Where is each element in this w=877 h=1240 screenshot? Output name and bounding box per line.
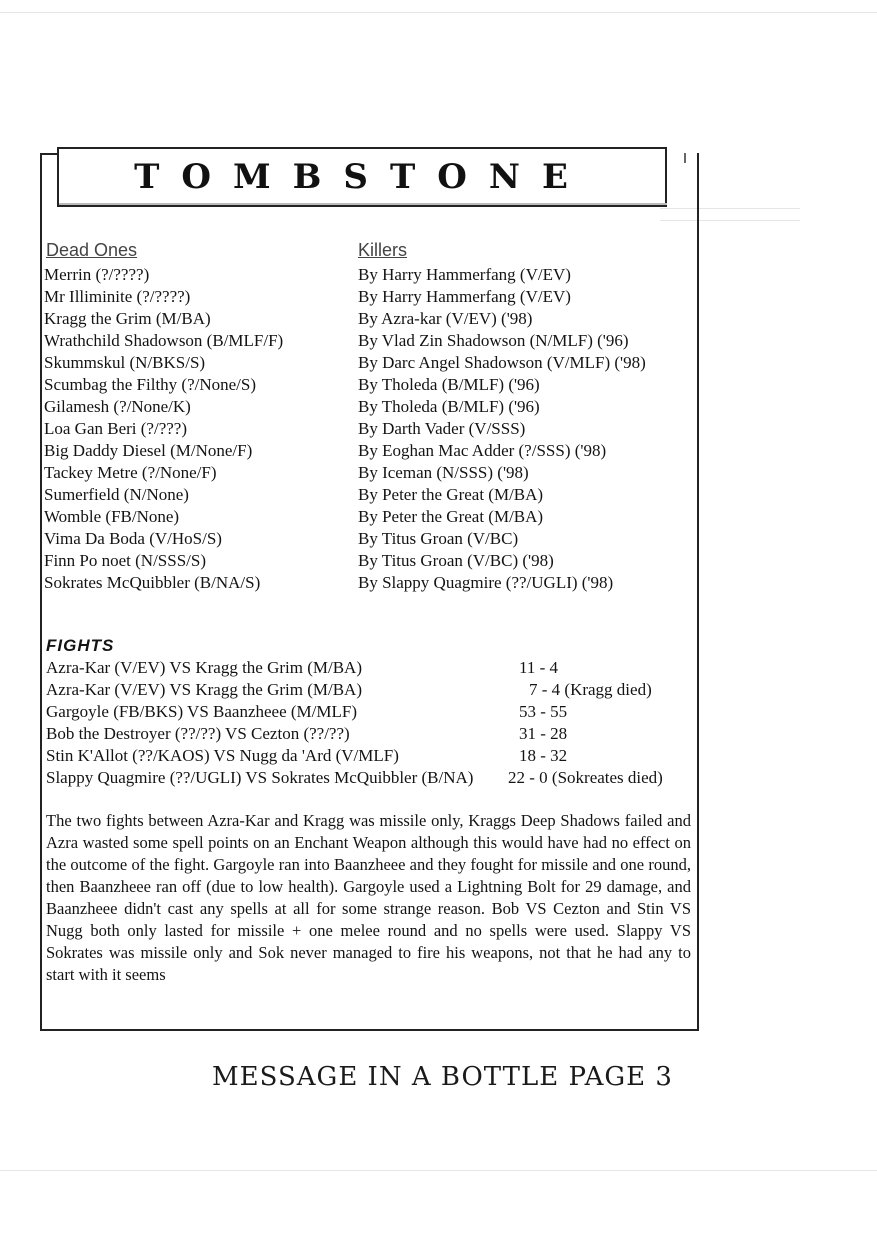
fight-score: 18 - 32 bbox=[519, 746, 568, 765]
fight-score: 11 - 4 bbox=[519, 658, 559, 677]
killer-item: By Titus Groan (V/BC) bbox=[358, 529, 519, 548]
killer-item: By Tholeda (B/MLF) ('96) bbox=[358, 397, 540, 416]
killer-item: By Harry Hammerfang (V/EV) bbox=[358, 287, 571, 306]
dead-one-item: Sokrates McQuibbler (B/NA/S) bbox=[44, 573, 261, 592]
dead-one-item: Big Daddy Diesel (M/None/F) bbox=[44, 441, 253, 460]
dead-one-item: Tackey Metre (?/None/F) bbox=[44, 463, 217, 482]
killer-item: By Slappy Quagmire (??/UGLI) ('98) bbox=[358, 573, 614, 592]
frame-top-edge bbox=[40, 153, 58, 155]
fight-match: Gargoyle (FB/BKS) VS Baanzheee (M/MLF) bbox=[46, 702, 358, 721]
dead-one-item: Vima Da Boda (V/HoS/S) bbox=[44, 529, 222, 548]
killer-item: By Eoghan Mac Adder (?/SSS) ('98) bbox=[358, 441, 607, 460]
killer-item: By Darc Angel Shadowson (V/MLF) ('98) bbox=[358, 353, 646, 372]
killer-item: By Harry Hammerfang (V/EV) bbox=[358, 265, 571, 284]
killer-item: By Iceman (N/SSS) ('98) bbox=[358, 463, 529, 482]
dead-one-item: Scumbag the Filthy (?/None/S) bbox=[44, 375, 257, 394]
dead-one-item: Sumerfield (N/None) bbox=[44, 485, 189, 504]
fight-match: Bob the Destroyer (??/??) VS Cezton (??/??) bbox=[46, 724, 350, 743]
dead-one-item: Mr Illiminite (?/????) bbox=[44, 287, 191, 306]
dead-ones-list bbox=[44, 264, 283, 594]
fight-match: Stin K'Allot (??/KAOS) VS Nugg da 'Ard (V/MLF) bbox=[46, 746, 399, 765]
title-box bbox=[57, 147, 667, 207]
scan-line bbox=[0, 1170, 877, 1171]
killer-item: By Vlad Zin Shadowson (N/MLF) ('96) bbox=[358, 331, 629, 350]
fight-score: 7 - 4 (Kragg died) bbox=[529, 680, 652, 699]
dead-one-item: Loa Gan Beri (?/???) bbox=[44, 419, 187, 438]
scan-line bbox=[0, 12, 877, 13]
killer-item: By Tholeda (B/MLF) ('96) bbox=[358, 375, 540, 394]
dead-ones-header: Dead Ones bbox=[46, 240, 138, 260]
dead-one-item: Merrin (?/????) bbox=[44, 265, 150, 284]
fight-summary-paragraph: The two fights between Azra-Kar and Kragg was missile only, Kraggs Deep Shadows failed and Azra wasted some spell points on an Enchant Weapon although this would have had no effect on the outcome of the fight. Gargoyle ran into Baanzheee and they fought for missile and one round, then Baanzheee ran off (due to low health). Gargoyle used a Lightning Bolt for 29 damage, and Baanzheee didn't cast any spells at all for some strange reason. Bob VS Cezton and Stin VS Nugg both only lasted for missile + one melee round and no spells were used. Slappy VS Sokrates was missile only and Sok never managed to fire his weapons, not that he had any to start with it seems bbox=[46, 811, 691, 984]
killers-list bbox=[358, 264, 646, 594]
killer-item: By Peter the Great (M/BA) bbox=[358, 507, 544, 526]
fight-match: Slappy Quagmire (??/UGLI) VS Sokrates McQuibbler (B/NA) bbox=[46, 768, 474, 787]
fights-heading: FIGHTS bbox=[46, 636, 115, 655]
dead-one-item: Wrathchild Shadowson (B/MLF/F) bbox=[44, 331, 284, 350]
dead-one-item: Gilamesh (?/None/K) bbox=[44, 397, 191, 416]
fight-match: Azra-Kar (V/EV) VS Kragg the Grim (M/BA) bbox=[46, 680, 362, 699]
dead-one-item: Skummskul (N/BKS/S) bbox=[44, 353, 206, 372]
fight-score: 53 - 55 bbox=[519, 702, 568, 721]
page-footer: MESSAGE IN A BOTTLE PAGE 3 bbox=[212, 1062, 673, 1092]
dead-one-item: Kragg the Grim (M/BA) bbox=[44, 309, 211, 328]
page-title: TOMBSTONE bbox=[134, 157, 590, 197]
dead-one-item: Womble (FB/None) bbox=[44, 507, 180, 526]
killer-item: By Peter the Great (M/BA) bbox=[358, 485, 544, 504]
frame-tick bbox=[684, 153, 686, 163]
killer-item: By Azra-kar (V/EV) ('98) bbox=[358, 309, 533, 328]
killer-item: By Titus Groan (V/BC) ('98) bbox=[358, 551, 554, 570]
killer-item: By Darth Vader (V/SSS) bbox=[358, 419, 526, 438]
dead-one-item: Finn Po noet (N/SSS/S) bbox=[44, 551, 207, 570]
killers-header: Killers bbox=[358, 240, 408, 260]
fight-score: 31 - 28 bbox=[519, 724, 568, 743]
fight-score: 22 - 0 (Sokreates died) bbox=[508, 768, 663, 787]
fight-match: Azra-Kar (V/EV) VS Kragg the Grim (M/BA) bbox=[46, 658, 362, 677]
title-box-shadow bbox=[59, 203, 667, 205]
